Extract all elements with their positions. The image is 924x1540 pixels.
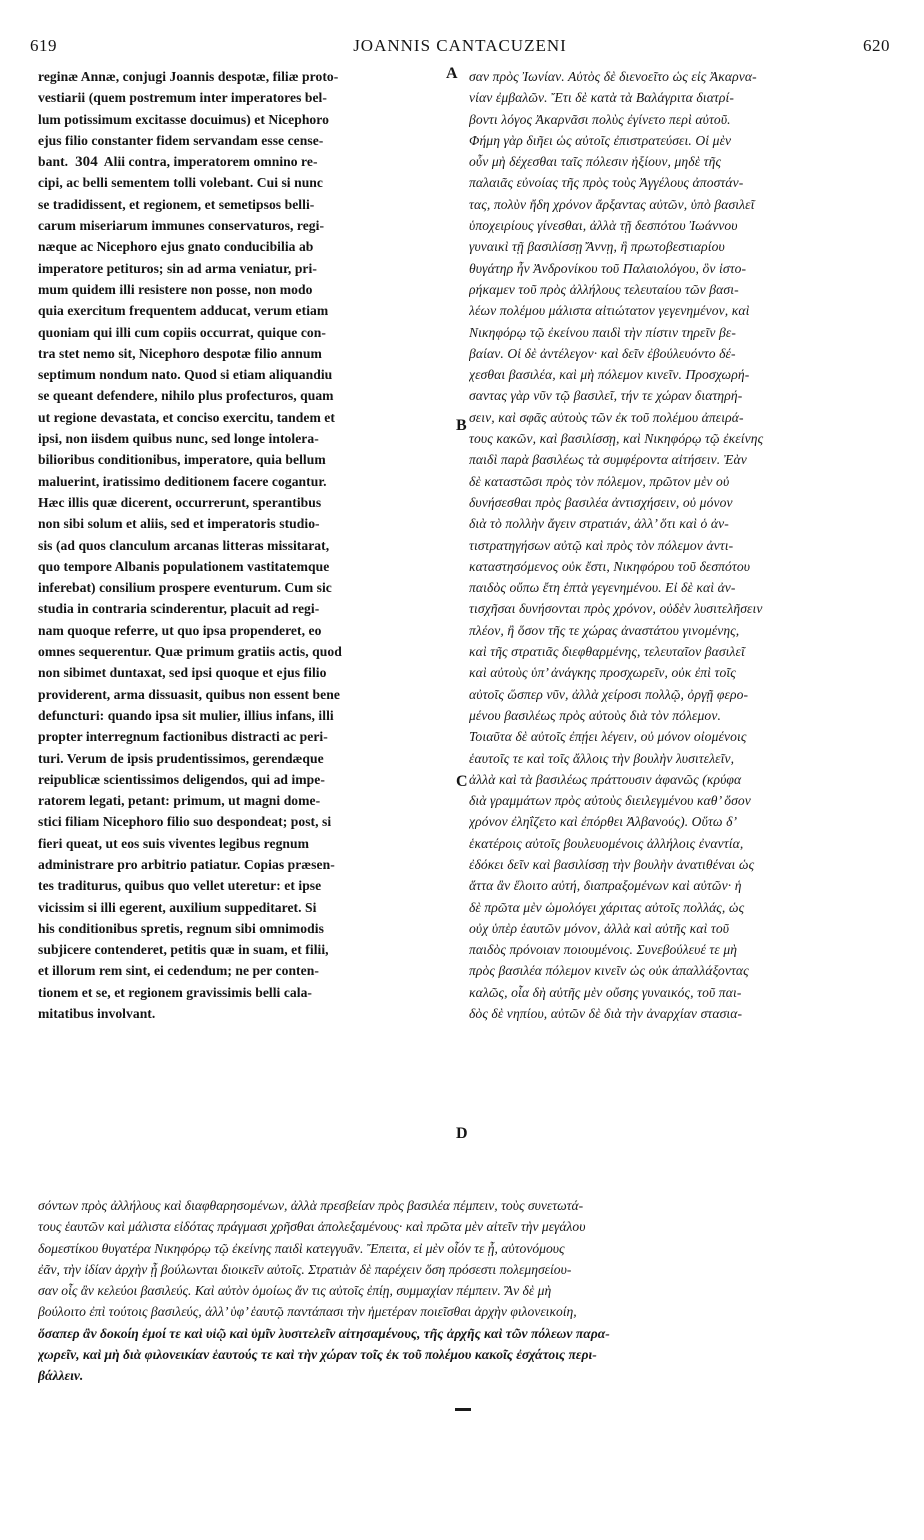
latin-line-8: carum miseriarum immunes conservaturos, regi- — [38, 218, 325, 234]
latin-line-12: quia exercitum frequentem adducat, verum etiam — [38, 303, 329, 319]
latin-line-6: cipi, ac belli sementem tolli volebant. Cui si nunc — [38, 175, 323, 191]
greek-line-5: οὖν μὴ δέχεσθαι ταῖς πόλεσιν ἠξίουν, μηδὲ τῆς — [469, 154, 722, 170]
latin-line-5-start: bant. — [38, 154, 69, 170]
latin-line-44: tionem et se, et regionem gravissimis belli cala- — [38, 984, 313, 1000]
latin-line-5-rest: Alii contra, imperatorem omnino re- — [103, 154, 318, 170]
greek-line-28: καὶ τῆς στρατιᾶς διεφθαρμένης, τελευταῖον βασιλεῖ — [469, 644, 745, 660]
latin-line-5 — [38, 151, 456, 172]
full-width-greek-paragraph — [38, 1195, 896, 1387]
latin-line-35: ratorem legati, petant: primum, ut magni dome- — [38, 793, 321, 809]
latin-line-7: se tradidissent, et regionem, et semetipsos belli- — [38, 196, 315, 212]
latin-line-9: næque ac Nicephoro ejus gnato conducibilia ab — [38, 239, 314, 255]
greek-line-29: καὶ αὐτοὺς ὑπ’ ἀνάγκης προσχωρεῖν, οὐκ ἐπὶ τοῖς — [469, 665, 736, 681]
latin-line-1: reginæ Annæ, conjugi Joannis despotæ, filiæ proto- — [38, 69, 339, 84]
greek-line-9: γυναικὶ τῇ βασιλίσσῃ Ἄννῃ, ἣ πρωτοβεστιαρίου — [469, 239, 725, 255]
latin-line-16: se queant defendere, nihilo plus profecturos, quam — [38, 388, 334, 404]
latin-line-45: mitatibus involvant. — [38, 1006, 156, 1022]
latin-line-10: imperatore petituros; sin ad arma veniatur, pri- — [38, 260, 317, 276]
latin-line-26: studia in contraria scinderentur, placuit ad regi- — [38, 601, 320, 617]
latin-column — [38, 66, 456, 1024]
latin-line-32: propter interregnum factionibus distracti ac peri- — [38, 729, 328, 745]
latin-line-22: non sibi solum et aliis, sed et imperatoris studio- — [38, 516, 320, 532]
greek-line-12: λέων πολέμου μάλιστα αἰτιώτατον γεγενημένον, καὶ — [469, 303, 750, 319]
latin-line-23: sis (ad quos clanculum arcanas litteras missitarat, — [38, 537, 330, 553]
running-title: JOANNIS CANTACUZENI — [353, 36, 567, 55]
greek-line-1: σαν πρὸς Ἰωνίαν. Αὐτὸς δὲ διενοεῖτο ὡς εἰς Ἀκαρνα- — [469, 69, 757, 84]
page-header — [30, 36, 890, 62]
latin-line-34: reipublicæ scientissimos deligendos, qui ad impe- — [38, 771, 325, 787]
full-width-line-4: ἐᾶν, τὴν ἰδίαν ἀρχὴν ᾗ βούλωνται διοικεῖν αὐτοῖς. Στρατιὰν δὲ παρέχειν ὅση πρόσεστι πολεμησείου- — [38, 1261, 572, 1277]
latin-line-13: quoniam qui illi cum copiis occurrat, quique con- — [38, 324, 326, 340]
latin-line-38: administrare pro arbitrio patiatur. Copias præsen- — [38, 856, 335, 872]
margin-letter-d: D — [456, 1125, 468, 1142]
latin-line-18: ipsi, non iisdem quibus nunc, sed longe intolera- — [38, 431, 319, 447]
greek-line-42: παιδὸς πρόνοιαν ποιουμένοις. Συνεβούλευέ τε μὴ — [469, 942, 738, 958]
greek-line-8: ὑποχειρίους γίνεσθαι, ἀλλὰ τῇ δεσπότου Ἰωάννου — [469, 218, 738, 234]
latin-line-37: fieri queat, ut eos suis viventes legibus regnum — [38, 835, 310, 851]
greek-line-14: βαίαν. Οἱ δὲ ἀντέλεγον· καὶ δεῖν ἐβούλευόντο δέ- — [469, 345, 736, 361]
full-width-line-8: χωρεῖν, καὶ μὴ διὰ φιλονεικίαν ἑαυτούς τε καὶ τὴν χώραν τοῖς ἐκ τοῦ πολέμου κακοῖς ἐσχάτοις περι- — [38, 1347, 597, 1363]
greek-line-30: αὐτοῖς ὥσπερ νῦν, ἀλλὰ χείροσι πολλῷ, ὀργῇ φερο- — [469, 686, 749, 702]
full-width-line-5: σαν οἷς ἂν κελεύοι βασιλεύς. Καὶ αὐτὸν ὁμοίως ἄν τις αὐτοῖς ἐπίῃ, συμμαχίαν πέμπειν. Ἂν δὲ μὴ — [38, 1283, 552, 1299]
greek-line-34: ἀλλὰ καὶ τὰ βασιλέως πράττουσιν ἀφανῶς (κρύφα — [469, 771, 742, 787]
greek-line-24: καταστησόμενος οὐκ ἔστι, Νικηφόρου τοῦ δεσπότου — [469, 558, 751, 574]
latin-line-36: stici filiam Nicephoro filio suo despondeat; post, si — [38, 814, 332, 830]
greek-line-7: τας, πολὺν ἤδη χρόνον ἄρξαντας αὐτῶν, ὑπὸ βασιλεῖ — [469, 196, 755, 212]
latin-line-2: vestiarii (quem postremum inter imperatores bel- — [38, 90, 327, 106]
greek-line-11: ρήκαμεν τοῦ πρὸς ἀλλήλους τελευταίου τῶν βασι- — [469, 281, 739, 297]
latin-line-11: mum quidem illi resistere non posse, non modo — [38, 281, 313, 297]
greek-line-10: θυγάτηρ ἦν Ἀνδρονίκου τοῦ Παλαιολόγου, ὃν ἱστο- — [469, 260, 747, 276]
full-width-line-3: δομεστίκου θυγατέρα Νικηφόρῳ τῷ ἐκείνης παιδὶ κατεγγυᾶν. Ἔπειτα, εἰ μὲν οἷόν τε ᾖ, αὐτονόμους — [38, 1240, 565, 1256]
greek-line-25: παιδὸς οὔπω ἔτη ἑπτὰ γεγενημένου. Εἰ δὲ καὶ ἀν- — [469, 580, 736, 596]
greek-line-18: τους κακῶν, καὶ βασιλίσσῃ, καὶ Νικηφόρῳ τῷ ἐκείνης — [469, 431, 764, 447]
latin-line-29: non sibimet duntaxat, sed ipsi quoque et ejus filio — [38, 665, 327, 681]
full-width-line-1: σόντων πρὸς ἀλλήλους καὶ διαφθαρησομένων, ἀλλὰ πρεσβείαν πρὸς βασιλέα πέμπειν, τοὺς συνετωτά- — [38, 1198, 584, 1213]
greek-line-37: ἑκατέροις αὐτοῖς βουλευομένοις ἀλλήλοις ἐναντία, — [469, 835, 744, 851]
greek-line-3: βοντι λόγος Ἀκαρνᾶσι πολὺς ἐγίνετο περὶ αὐτοῦ. — [469, 111, 731, 127]
greek-line-31: μένου βασιλέως πρὸς αὐτοὺς διὰ τὸν πόλεμον. — [469, 707, 721, 723]
greek-line-19: παιδὶ παρὰ βασιλέως τὰ συμφέροντα αἰτήσειν. Ἐὰν — [469, 452, 747, 468]
latin-line-33: turi. Verum de ipsis prudentissimos, gerendæque — [38, 750, 324, 766]
greek-line-20: δὲ καταστῶσι πρὸς τὸν πόλεμον, πρῶτον μὲν οὐ — [469, 473, 730, 489]
latin-line-31: defuncturi: quando ipsa sit mulier, illius infans, illi — [38, 707, 334, 723]
greek-line-15: χεσθαι βασιλέα, καὶ μὴ πόλεμον κινεῖν. Προσχωρή- — [469, 367, 750, 383]
latin-line-40: vicissim si illi egerent, auxilium suppeditaret. Si — [38, 899, 317, 915]
greek-line-40: δὲ πρῶτα μὲν ὡμολόγει χάριτας αὐτοῖς πολλάς, ὡς — [469, 899, 745, 915]
page-end-mark — [455, 1408, 471, 1411]
full-width-line-7: ὅσαπερ ἂν δοκοίη ἐμοί τε καὶ υἱῷ καὶ ὑμῖν λυσιτελεῖν αἰτησαμένους, τῆς ἀρχῆς καὶ τῶν πόλεων παρα- — [38, 1325, 610, 1341]
latin-line-19: bilioribus conditionibus, imperatore, quia bellum — [38, 452, 326, 468]
latin-line-3: lum potissimum excitasse docuimus) et Nicephoro — [38, 111, 329, 127]
greek-line-23: τιστρατηγήσων αὐτῷ καὶ πρὸς τὸν πόλεμον ἀντι- — [469, 537, 734, 553]
full-width-line-6: βούλοιτο ἐπὶ τούτοις βασιλεύς, ἀλλ’ ὑφ’ ἑαυτῷ παντάπασι τὴν ἡμετέραν ποιεῖσθαι ἀρχὴν φιλονεικοίη, — [38, 1304, 577, 1320]
greek-column — [469, 66, 897, 1024]
greek-line-41: οὐχ ὑπὲρ ἑαυτῶν μόνον, ἀλλὰ καὶ αὐτῆς καὶ τοῦ — [469, 920, 730, 936]
full-width-line-9: βάλλειν. — [38, 1368, 84, 1384]
latin-line-27: nam quoque referre, ut quo ipsa propenderet, eo — [38, 622, 322, 638]
greek-line-26: τισχῆσαι δυνήσονται πρὸς χρόνον, οὐδὲν λυσιτελῆσειν — [469, 601, 763, 617]
greek-line-45: δὸς δὲ νηπίου, αὐτῶν δὲ διὰ τὴν ἀναρχίαν στασια- — [469, 1006, 743, 1022]
latin-line-21: Hæc illis quæ dicerent, occurrerunt, sperantibus — [38, 494, 322, 510]
greek-line-2: νίαν ἐμβαλῶν. Ἔτι δὲ κατὰ τὰ Βαλάγριτα διατρί- — [469, 90, 735, 106]
greek-line-21: δυνήσεσθαι πρὸς βασιλέα ἀντισχήσειν, οὐ μόνον — [469, 494, 733, 510]
greek-line-13: Νικηφόρῳ τῷ ἐκείνου παιδὶ τὴν πίστιν τηρεῖν βε- — [469, 324, 736, 340]
page-number-right: 620 — [863, 36, 890, 55]
full-width-line-2: τους ἑαυτῶν καὶ μάλιστα εἰδότας πράγμασι χρῆσθαι ἀπολεξαμένους· καὶ πρῶτα μὲν αἰτεῖν τὴν μεγάλου — [38, 1219, 586, 1235]
greek-line-17: σειν, καὶ σφᾶς αὐτοὺς τῶν ἐκ τοῦ πολέμου ἀπειρά- — [469, 409, 744, 425]
latin-line-20: maluerint, iratissimo deditionem facere cogantur. — [38, 473, 327, 489]
latin-line-25: inferebat) consilium prospere eventurum. Cum sic — [38, 580, 332, 596]
margin-letter-b: B — [456, 417, 467, 434]
latin-line-42: subjicere contenderet, petitis quæ in suam, et filii, — [38, 942, 329, 958]
margin-letter-c: C — [456, 773, 468, 790]
greek-line-6: παλαιᾶς εὐνοίας τῆς πρὸς τοὺς Ἀγγέλους ἀποστάν- — [469, 175, 744, 191]
greek-line-22: διὰ τὸ πολλὴν ἄγειν στρατιάν, ἀλλ’ ὅτι καὶ ὁ ἀν- — [469, 516, 729, 532]
greek-line-16: σαντας γὰρ νῦν τῷ βασιλεῖ, τήν τε χώραν διατηρή- — [469, 388, 743, 404]
margin-letter-a: A — [446, 65, 458, 82]
latin-line-39: tes traditurus, quibus quo vellet uteretur: et ipse — [38, 878, 322, 894]
greek-line-35: διὰ γραμμάτων πρὸς αὐτοὺς διειλεγμένου καθ’ ὅσον — [469, 793, 751, 809]
page-number-left: 619 — [30, 36, 57, 55]
greek-line-36: χρόνον ἐληΐζετο καὶ ἐπόρθει Ἀλβανούς). Οὕτω δ’ — [469, 814, 738, 830]
greek-line-4: Φήμη γὰρ διῆει ὡς αὐτοῖς ἐπιστρατεύσει. Οἱ μὲν — [469, 132, 732, 148]
greek-line-43: πρὸς βασιλέα πόλεμον κινεῖν ὡς οὐκ ἀπαλλάξοντας — [469, 963, 749, 979]
latin-line-17: ut regione devastata, et conciso exercitu, tandem et — [38, 409, 335, 425]
section-number-marker: 304 — [75, 154, 98, 171]
greek-line-39: ἅττα ἂν ἕλοιτο αὐτή, διαπραξομένων καὶ αὐτῶν· ἡ — [469, 878, 742, 894]
latin-line-15: septimum nondum nato. Quod si etiam aliquandiu — [38, 367, 333, 383]
latin-line-14: tra stet nemo sit, Nicephoro despotæ filio annum — [38, 345, 322, 361]
greek-line-33: ἑαυτοῖς τε καὶ τοῖς ἄλλοις τὴν βουλὴν λυσιτελεῖν, — [469, 750, 735, 766]
greek-line-44: καλῶς, οἷα δὴ αὐτῆς μὲν οὔσης γυναικός, τοῦ παι- — [469, 984, 742, 1000]
latin-line-24: quo tempore Albanis populationem vastitatemque — [38, 558, 330, 574]
greek-line-27: πλέον, ἢ ὅσον τῆς τε χώρας ἀναστάτου γινομένης, — [469, 622, 740, 638]
latin-line-4: ejus filio constanter fidem servandam esse cense- — [38, 132, 324, 148]
latin-line-41: his conditionibus spretis, regnum sibi omnimodis — [38, 920, 324, 936]
greek-line-38: ἐδόκει δεῖν καὶ βασιλίσσῃ τὴν βουλὴν ἀνατιθέναι ὡς — [469, 856, 755, 872]
latin-line-30: providerent, arma dissuasit, quibus non essent bene — [38, 686, 340, 702]
latin-line-43: et illorum rem sint, ei cedendum; ne per conten- — [38, 963, 319, 979]
greek-line-32: Τοιαῦτα δὲ αὐτοῖς ἐπῄει λέγειν, οὐ μόνον οἰομένοις — [469, 729, 747, 745]
latin-line-28: omnes sequerentur. Quæ primum gratiis actis, quod — [38, 644, 342, 660]
